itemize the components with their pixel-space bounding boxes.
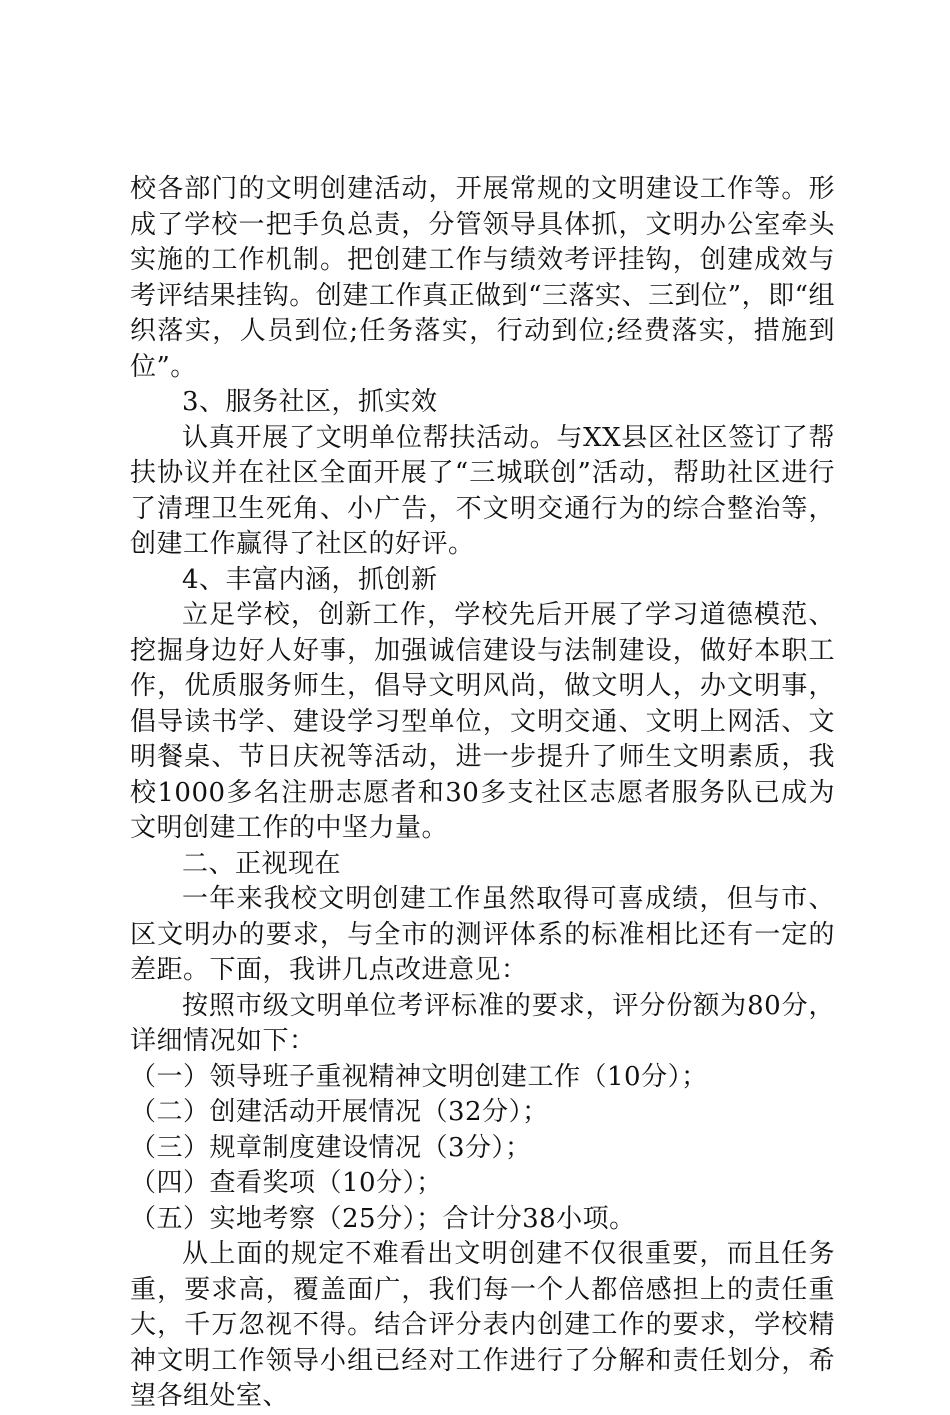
paragraph-community-help: 认真开展了文明单位帮扶活动。与XX县区社区签订了帮扶协议并在社区全面开展了“三城联创”活动，帮助社区进行了清理卫生死角、小广告，不文明交通行为的综合整治等，创建工作赢得了社区的好评。: [130, 422, 835, 559]
document-body: [130, 172, 835, 1415]
paragraph-innovation: 立足学校，创新工作，学校先后开展了学习道德模范、挖掘身边好人好事，加强诚信建设与法制建设，做好本职工作，优质服务师生，倡导文明风尚，做文明人，办文明事，倡导读书学、建设学习型单位，文明交通、文明上网活、文明餐桌、节日庆祝等活动，进一步提升了师生文明素质，我校1000多名注册志愿者和30多支社区志愿者服务队已成为文明创建工作的中坚力量。: [130, 600, 835, 843]
list-item-field-inspection: （五）实地考察（25分）；合计分38小项。: [130, 1203, 636, 1234]
paragraph-scoring-standard: 按照市级文明单位考评标准的要求，评分份额为80分，详细情况如下：: [130, 990, 835, 1056]
paragraph-responsibility: 从上面的规定不难看出文明创建不仅很重要，而且任务重，要求高，覆盖面广，我们每一个人都倍感担上的责任重大，千万忽视不得。结合评分表内创建工作的要求，学校精神文明工作领导小组已经对工作进行了分解和责任划分，希望各组处室、: [130, 1239, 835, 1411]
list-item-awards: （四）查看奖项（10分）；: [130, 1168, 443, 1198]
list-item-regulations: （三）规章制度建设情况（3分）；: [130, 1132, 532, 1163]
paragraph-mechanism: 校各部门的文明创建活动，开展常规的文明建设工作等。形成了学校一把手负总责，分管领导具体抓，文明办公室牵头实施的工作机制。把创建工作与绩效考评挂钩，创建成效与考评结果挂钩。创建工作真正做到“三落实、三到位”，即“组织落实，人员到位;任务落实，行动到位;经费落实，措施到位”。: [130, 174, 835, 382]
heading-serve-community: 3、服务社区，抓实效: [182, 387, 438, 417]
list-item-activities: （二）创建活动开展情况（32分）；: [130, 1097, 549, 1127]
list-item-leadership: （一）领导班子重视精神文明创建工作（10分）；: [130, 1061, 708, 1092]
heading-enrich-innovate: 4、丰富内涵，抓创新: [182, 564, 438, 595]
heading-face-present: 二、正视现在: [182, 848, 342, 879]
paragraph-gap: 一年来我校文明创建工作虽然取得可喜成绩，但与市、区文明办的要求，与全市的测评体系的标准相比还有一定的差距。下面，我讲几点改进意见：: [130, 884, 835, 985]
